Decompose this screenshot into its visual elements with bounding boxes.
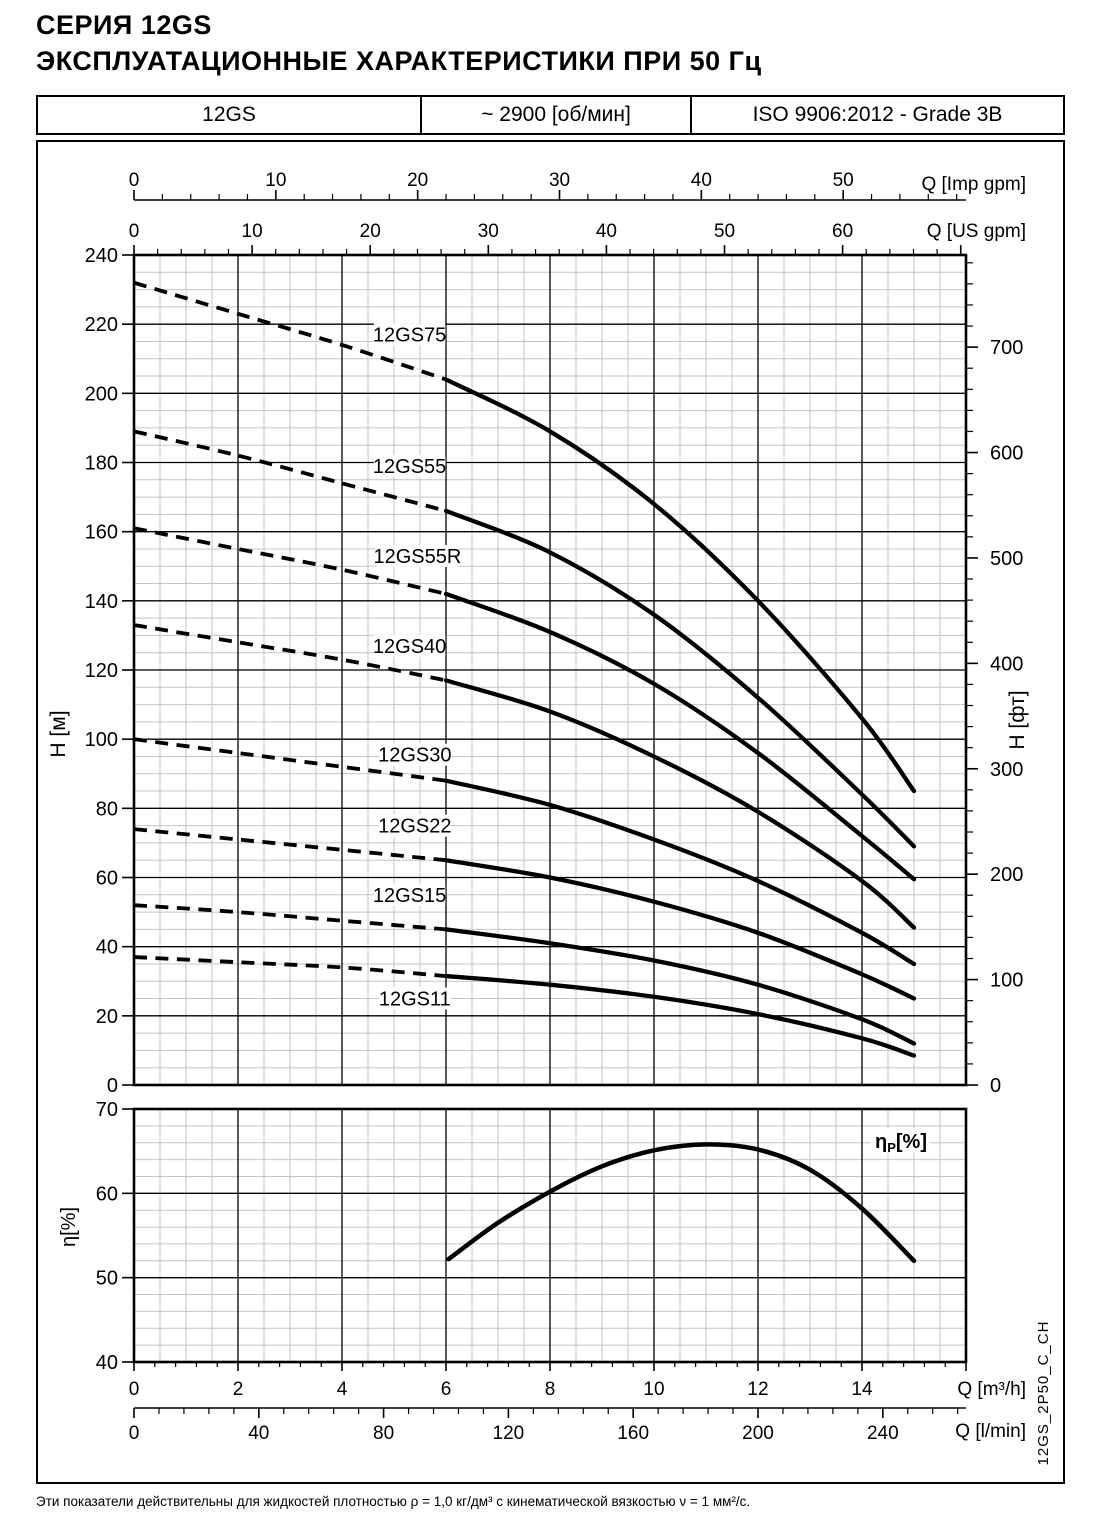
- svg-text:200: 200: [84, 383, 118, 406]
- svg-text:Q [US gpm]: Q [US gpm]: [926, 221, 1026, 242]
- svg-text:Q [m³/h]: Q [m³/h]: [957, 1379, 1026, 1400]
- svg-text:400: 400: [990, 653, 1024, 676]
- page-subtitle: ЭКСПЛУАТАЦИОННЫЕ ХАРАКТЕРИСТИКИ ПРИ 50 Гц: [36, 46, 762, 76]
- svg-text:20: 20: [95, 1005, 118, 1028]
- svg-text:4: 4: [336, 1379, 348, 1400]
- svg-text:6: 6: [440, 1379, 452, 1400]
- svg-text:240: 240: [866, 1423, 899, 1444]
- svg-text:80: 80: [373, 1423, 395, 1444]
- svg-text:240: 240: [84, 245, 118, 267]
- svg-text:12: 12: [747, 1379, 769, 1400]
- svg-text:20: 20: [407, 170, 429, 191]
- header-table: [36, 95, 1065, 135]
- svg-text:0: 0: [128, 1379, 140, 1400]
- svg-text:40: 40: [248, 1423, 270, 1444]
- svg-text:12GS55: 12GS55: [372, 455, 447, 478]
- svg-text:500: 500: [990, 547, 1024, 570]
- svg-text:12GS40: 12GS40: [372, 635, 447, 658]
- svg-text:140: 140: [84, 590, 118, 613]
- svg-text:60: 60: [95, 867, 118, 890]
- svg-text:Q [Imp gpm]: Q [Imp gpm]: [921, 174, 1026, 195]
- efficiency-curve: [449, 1144, 914, 1260]
- bottom-axes: [129, 1362, 1026, 1444]
- svg-text:200: 200: [742, 1423, 774, 1444]
- svg-text:12GS11: 12GS11: [378, 988, 451, 1011]
- svg-text:12GS22: 12GS22: [378, 815, 452, 838]
- svg-text:ηP[%]: $\eta_P[\%]$: [875, 1131, 927, 1156]
- efficiency-axis: [58, 1099, 134, 1374]
- svg-text:60: 60: [95, 1183, 118, 1206]
- grid-major: [134, 255, 966, 1362]
- svg-text:40: 40: [690, 170, 712, 191]
- page-title: СЕРИЯ 12GS: [36, 10, 212, 40]
- svg-text:0: 0: [990, 1075, 1002, 1097]
- svg-text:50: 50: [832, 170, 854, 191]
- svg-text:12GS55R: 12GS55R: [373, 545, 462, 568]
- svg-text:100: 100: [84, 729, 118, 752]
- svg-text:600: 600: [990, 442, 1024, 465]
- svg-text:8: 8: [544, 1379, 556, 1400]
- svg-text:2: 2: [232, 1379, 244, 1400]
- svg-text:20: 20: [359, 221, 381, 242]
- svg-text:12GS_2P50_C_CH: 12GS_2P50_C_CH: [1035, 1320, 1052, 1466]
- svg-text:200: 200: [990, 864, 1024, 887]
- header-cell-speed: ~ 2900 [об/мин]: [422, 97, 692, 133]
- svg-text:10: 10: [241, 221, 263, 242]
- svg-text:10: 10: [265, 170, 287, 191]
- top-axes: [129, 170, 1026, 255]
- svg-text:H [м]: H [м]: [47, 710, 70, 758]
- svg-text:0: 0: [128, 1423, 140, 1444]
- svg-text:50: 50: [713, 221, 736, 242]
- svg-text:300: 300: [990, 758, 1024, 781]
- svg-text:180: 180: [84, 452, 118, 475]
- svg-text:120: 120: [84, 660, 118, 682]
- left-axis: [47, 245, 134, 1097]
- svg-text:160: 160: [617, 1423, 650, 1444]
- svg-text:12GS15: 12GS15: [372, 884, 447, 907]
- header-cell-standard: ISO 9906:2012 - Grade 3B: [752, 103, 1003, 126]
- svg-text:60: 60: [832, 221, 854, 242]
- svg-text:50: 50: [95, 1267, 118, 1290]
- svg-text:40: 40: [95, 936, 118, 959]
- svg-text:H [фт]: H [фт]: [1006, 690, 1029, 750]
- svg-text:30: 30: [477, 221, 499, 242]
- right-axis: [966, 263, 1029, 1097]
- svg-text:40: 40: [95, 1352, 118, 1374]
- svg-text:14: 14: [851, 1379, 873, 1400]
- svg-text:70: 70: [95, 1099, 118, 1121]
- chart-frame: [36, 140, 1065, 1484]
- svg-text:10: 10: [643, 1379, 665, 1400]
- svg-text:220: 220: [84, 314, 118, 337]
- svg-text:100: 100: [990, 969, 1024, 992]
- svg-text:0: 0: [128, 221, 140, 242]
- svg-text:700: 700: [990, 337, 1024, 360]
- svg-text:40: 40: [595, 221, 617, 242]
- svg-text:30: 30: [548, 170, 571, 191]
- footer-note: Эти показатели действительны для жидкостей плотностью ρ = 1,0 кг/дм³ с кинематической вязкостью ν = 1 мм²/с.: [36, 1494, 751, 1509]
- svg-text:Q [l/min]: Q [l/min]: [955, 1421, 1026, 1442]
- svg-text:120: 120: [492, 1423, 525, 1444]
- efficiency-legend: [871, 1128, 931, 1155]
- performance-chart: [38, 142, 1063, 1482]
- svg-text:12GS30: 12GS30: [378, 744, 452, 767]
- svg-text:η[%]: η[%]: [58, 1206, 80, 1248]
- side-code: [1035, 1321, 1052, 1466]
- curve-labels: [373, 324, 461, 1011]
- svg-text:80: 80: [95, 798, 118, 821]
- header-cell-series: 12GS: [38, 97, 422, 133]
- svg-text:160: 160: [84, 521, 118, 544]
- svg-text:0: 0: [128, 170, 140, 191]
- svg-text:12GS75: 12GS75: [372, 324, 447, 347]
- svg-text:0: 0: [106, 1075, 118, 1097]
